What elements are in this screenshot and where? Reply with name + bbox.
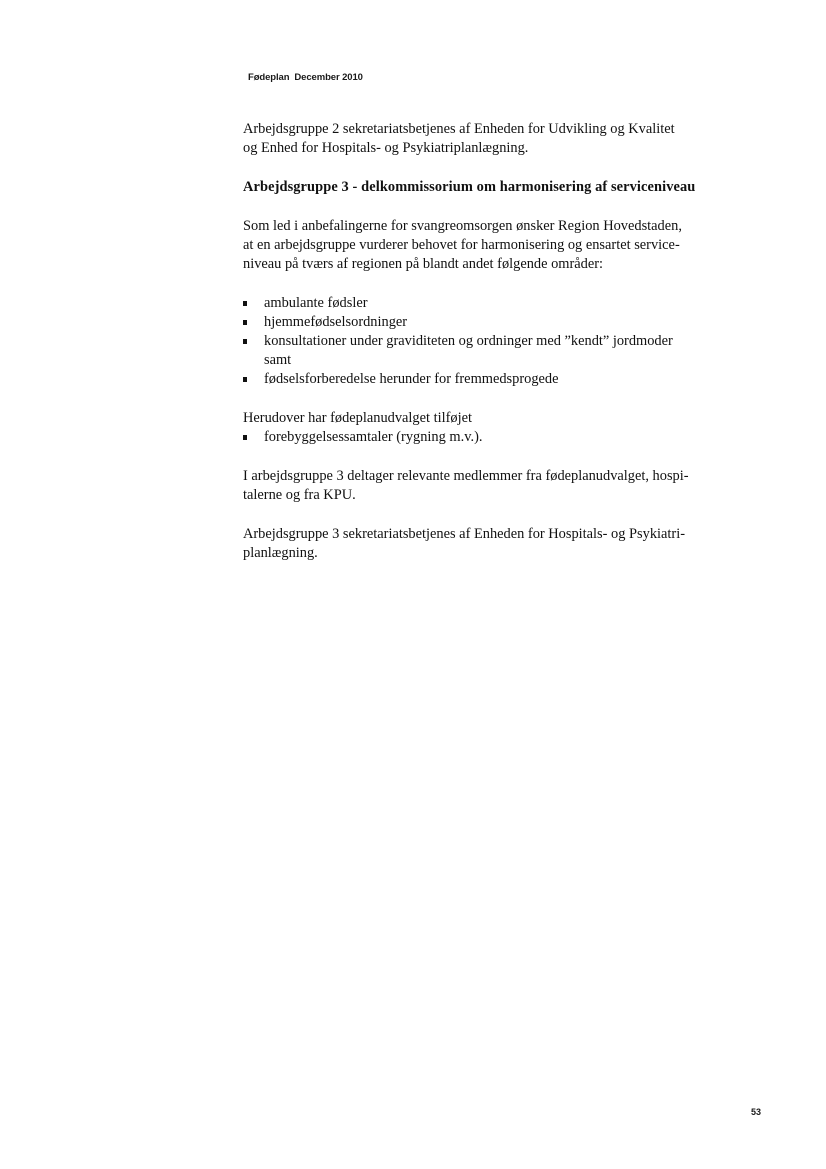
text-line: planlægning. xyxy=(243,545,318,561)
text-line: at en arbejdsgruppe vurderer behovet for harmonisering og ensartet service- xyxy=(243,237,680,253)
bullet-list-addition xyxy=(243,428,713,447)
paragraph-intro xyxy=(243,217,713,274)
bullet-icon xyxy=(243,377,247,382)
header-title: Fødeplan xyxy=(248,72,290,83)
paragraph-participants xyxy=(243,467,713,505)
list-item-text: konsultationer under graviditeten og ordninger med ”kendt” jordmoder xyxy=(264,333,673,349)
list-item xyxy=(243,370,713,389)
list-item-text: hjemmefødselsordninger xyxy=(264,314,408,330)
page-number: 53 xyxy=(751,1107,762,1117)
document-body xyxy=(243,120,713,563)
bullet-icon xyxy=(243,301,247,306)
page-header xyxy=(248,72,363,83)
list-item-text: ambulante fødsler xyxy=(264,295,368,311)
list-item xyxy=(243,313,713,332)
list-item xyxy=(243,332,713,370)
bullet-icon xyxy=(243,339,247,344)
bullet-list-areas xyxy=(243,294,713,389)
list-item xyxy=(243,294,713,313)
text-line: og Enhed for Hospitals- og Psykiatriplanlægning. xyxy=(243,140,529,156)
text-line: I arbejdsgruppe 3 deltager relevante medlemmer fra fødeplanudvalget, hospi- xyxy=(243,468,689,484)
list-item-text: samt xyxy=(264,352,292,368)
paragraph-arbejdsgruppe-2 xyxy=(243,120,713,158)
list-item xyxy=(243,428,713,447)
bullet-icon xyxy=(243,320,247,325)
text-line: Som led i anbefalingerne for svangreomsorgen ønsker Region Hovedstaden, xyxy=(243,218,682,234)
list-item-text: forebyggelsessamtaler (rygning m.v.). xyxy=(264,429,483,445)
text-line: talerne og fra KPU. xyxy=(243,487,356,503)
paragraph-secretariat xyxy=(243,525,713,563)
list-item-text: fødselsforberedelse herunder for fremmedsprogede xyxy=(264,371,559,387)
text-line: niveau på tværs af regionen på blandt andet følgende områder: xyxy=(243,256,604,272)
header-date: December 2010 xyxy=(294,72,363,83)
bullet-icon xyxy=(243,435,247,440)
text-line: Arbejdsgruppe 2 sekretariatsbetjenes af Enheden for Udvikling og Kvalitet xyxy=(243,121,675,137)
paragraph-addition: Herudover har fødeplanudvalget tilføjet xyxy=(243,410,472,426)
section-heading: Arbejdsgruppe 3 - delkommissorium om harmonisering af serviceniveau xyxy=(243,179,696,195)
text-line: Arbejdsgruppe 3 sekretariatsbetjenes af Enheden for Hospitals- og Psykiatri- xyxy=(243,526,685,542)
